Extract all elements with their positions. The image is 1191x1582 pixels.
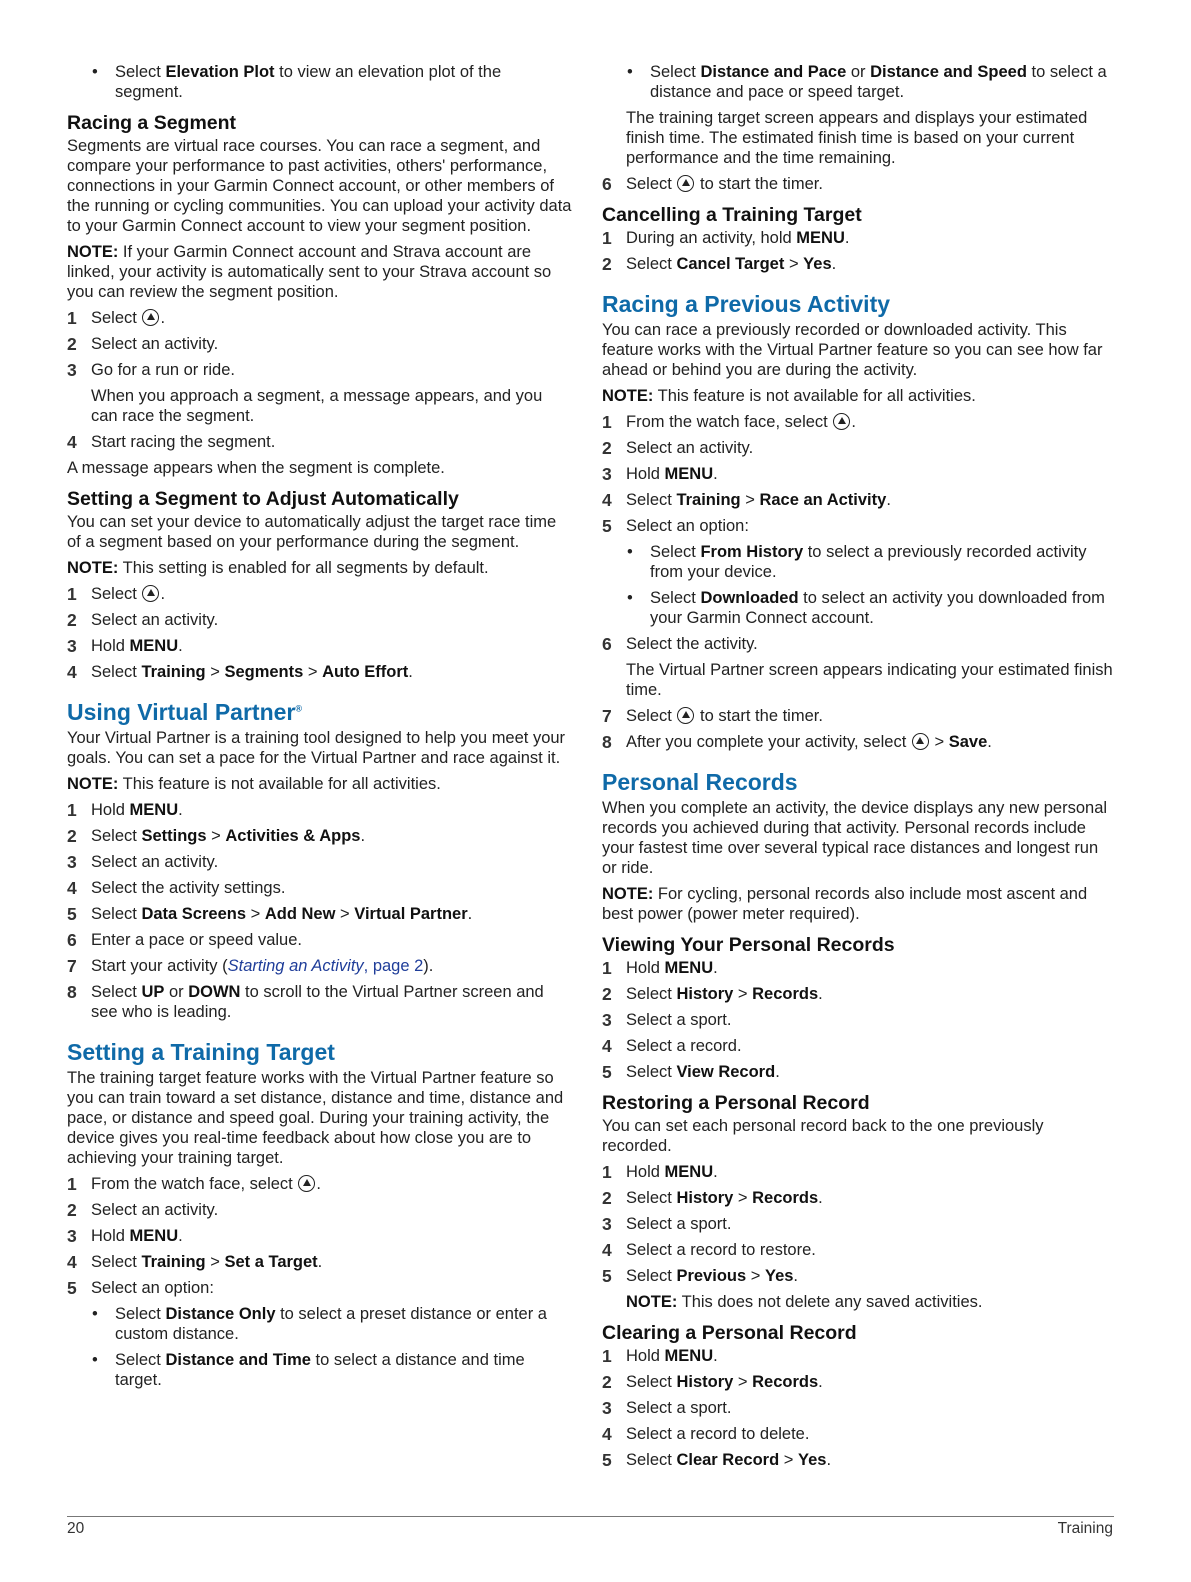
step-item: 4 Select Training > Segments > Auto Effort. bbox=[67, 662, 413, 682]
up-button-icon bbox=[142, 309, 159, 326]
step-item: 8 Select UP or DOWN to scroll to the Virtual Partner screen and see who is leading. bbox=[67, 982, 544, 1021]
up-button-icon bbox=[912, 733, 929, 750]
step-item: 1 Hold MENU. bbox=[602, 1346, 718, 1366]
heading-clearing-a-personal-record: Clearing a Personal Record bbox=[602, 1322, 857, 1344]
paragraph: A message appears when the segment is complete. bbox=[67, 459, 445, 477]
step-item: 2 Select Cancel Target > Yes. bbox=[602, 254, 837, 274]
starting-an-activity-link[interactable]: Starting an Activity, page 2 bbox=[227, 957, 424, 975]
step-item: 6 Enter a pace or speed value. bbox=[67, 930, 302, 950]
step-item: 3 Hold MENU. bbox=[67, 1226, 183, 1246]
step-item: 3 Select a sport. bbox=[602, 1214, 732, 1234]
heading-setting-a-training-target: Setting a Training Target bbox=[67, 1039, 335, 1065]
heading-racing-a-previous-activity: Racing a Previous Activity bbox=[602, 291, 891, 317]
heading-segment-auto-adjust: Setting a Segment to Adjust Automatically bbox=[67, 488, 459, 510]
step-item: 1 Select . bbox=[67, 584, 166, 604]
paragraph: You can race a previously recorded or downloaded activity. This feature works with the Virtual Partner feature so you can see how far ahead or behind you are during the activity. bbox=[602, 321, 1103, 379]
step-item: 5 Select Previous > Yes. bbox=[602, 1266, 799, 1286]
step-item: 4 Select the activity settings. bbox=[67, 878, 286, 898]
step-item: 2 Select History > Records. bbox=[602, 1188, 823, 1208]
step-item: 7 Select to start the timer. bbox=[602, 706, 823, 726]
heading-cancelling-a-training-target: Cancelling a Training Target bbox=[602, 204, 862, 226]
paragraph: Your Virtual Partner is a training tool designed to help you meet your goals. You can set a pace for the Virtual Partner and race against it. bbox=[67, 729, 566, 767]
step-detail: When you approach a segment, a message appears, and you can race the segment. bbox=[91, 387, 543, 425]
note: NOTE: This setting is enabled for all segments by default. bbox=[67, 559, 489, 577]
list-item: • Select Distance Only to select a preset distance or enter a custom distance. bbox=[92, 1305, 547, 1343]
step-detail: The Virtual Partner screen appears indicating your estimated finish time. bbox=[626, 661, 1113, 699]
step-item: 1 From the watch face, select . bbox=[67, 1174, 321, 1194]
step-item: 6 Select the activity. bbox=[602, 634, 758, 654]
note: NOTE: For cycling, personal records also include most ascent and best power (power meter required). bbox=[602, 885, 1088, 923]
section-name: Training bbox=[1057, 1520, 1113, 1537]
list-item: • Select Downloaded to select an activity you downloaded from your Garmin Connect account. bbox=[627, 589, 1105, 627]
note: NOTE: This feature is not available for all activities. bbox=[67, 775, 441, 793]
step-item: 2 Select an activity. bbox=[67, 1200, 219, 1220]
step-item: 8 After you complete your activity, select > Save. bbox=[602, 732, 992, 752]
paragraph: You can set each personal record back to the one previously recorded. bbox=[602, 1117, 1044, 1155]
step-item: 5 Select an option: bbox=[602, 516, 749, 536]
footer-divider bbox=[67, 1516, 1114, 1517]
step-item: 4 Select Training > Race an Activity. bbox=[602, 490, 891, 510]
up-button-icon bbox=[833, 413, 850, 430]
note: NOTE: If your Garmin Connect account and Strava account are linked, your activity is automatically sent to your Strava account so you can review the segment position. bbox=[67, 243, 552, 301]
step-item: 3 Go for a run or ride. bbox=[67, 360, 235, 380]
page-number: 20 bbox=[67, 1520, 85, 1537]
step-item: 5 Select an option: bbox=[67, 1278, 214, 1298]
step-item: 4 Select a record to restore. bbox=[602, 1240, 816, 1260]
step-item: 5 Select View Record. bbox=[602, 1062, 780, 1082]
step-item: 2 Select History > Records. bbox=[602, 984, 823, 1004]
step-item: 4 Select Training > Set a Target. bbox=[67, 1252, 323, 1272]
list-item: • Select From History to select a previously recorded activity from your device. bbox=[627, 543, 1087, 581]
step-item: 2 Select an activity. bbox=[602, 438, 754, 458]
step-item: 2 Select an activity. bbox=[67, 334, 219, 354]
step-item: 1 Hold MENU. bbox=[67, 800, 183, 820]
step-item: 2 Select History > Records. bbox=[602, 1372, 823, 1392]
step-item: 2 Select an activity. bbox=[67, 610, 219, 630]
paragraph: You can set your device to automatically adjust the target race time of a segment based on your performance during the segment. bbox=[67, 513, 557, 551]
step-item: 2 Select Settings > Activities & Apps. bbox=[67, 826, 366, 846]
step-item: 3 Select a sport. bbox=[602, 1010, 732, 1030]
heading-viewing-personal-records: Viewing Your Personal Records bbox=[602, 934, 895, 956]
step-item: 5 Select Clear Record > Yes. bbox=[602, 1450, 832, 1470]
step-detail: The training target screen appears and displays your estimated finish time. The estimated finish time is based on your current performance and the time remaining. bbox=[626, 109, 1088, 167]
up-button-icon bbox=[677, 175, 694, 192]
heading-racing-a-segment: Racing a Segment bbox=[67, 112, 237, 134]
step-item: 3 Select an activity. bbox=[67, 852, 219, 872]
step-item: 7 Start your activity (Starting an Activity, page 2). bbox=[67, 956, 434, 976]
step-item: 1 Hold MENU. bbox=[602, 958, 718, 978]
left-column bbox=[67, 62, 572, 1396]
step-item: 3 Hold MENU. bbox=[602, 464, 718, 484]
step-item: 5 Select Data Screens > Add New > Virtual Partner. bbox=[67, 904, 473, 924]
step-item: 4 Select a record. bbox=[602, 1036, 742, 1056]
heading-restoring-a-personal-record: Restoring a Personal Record bbox=[602, 1092, 870, 1114]
heading-using-virtual-partner: Using Virtual Partner® bbox=[67, 699, 303, 725]
step-item: 4 Select a record to delete. bbox=[602, 1424, 810, 1444]
up-button-icon bbox=[142, 585, 159, 602]
step-item: 1 Hold MENU. bbox=[602, 1162, 718, 1182]
step-item: 3 Hold MENU. bbox=[67, 636, 183, 656]
step-item: 1 From the watch face, select . bbox=[602, 412, 856, 432]
step-item: 1 Select . bbox=[67, 308, 166, 328]
up-button-icon bbox=[677, 707, 694, 724]
paragraph: When you complete an activity, the device displays any new personal records you achieved during that activity. Personal records include your fastest time over several typical race distances and longest run or ride. bbox=[602, 799, 1108, 877]
paragraph: Segments are virtual race courses. You can race a segment, and compare your performance to past activities, others' performance, connections in your Garmin Connect account, or other members of the running or cycling communities. You can upload your activity data to your Garmin Connect account to view your segment position. bbox=[67, 137, 572, 235]
step-item: 1 During an activity, hold MENU. bbox=[602, 228, 850, 248]
list-item: • Select Elevation Plot to view an elevation plot of the segment. bbox=[92, 63, 502, 101]
note: NOTE: This does not delete any saved activities. bbox=[626, 1293, 983, 1311]
step-item: 3 Select a sport. bbox=[602, 1398, 732, 1418]
heading-personal-records: Personal Records bbox=[602, 769, 798, 795]
paragraph: The training target feature works with the Virtual Partner feature so you can train toward a set distance, distance and time, distance and pace, or distance and speed goal. During your training activity, the device gives you real-time feedback about how close you are to achieving your training target. bbox=[67, 1069, 564, 1167]
list-item: • Select Distance and Pace or Distance and Speed to select a distance and pace or speed target. bbox=[627, 63, 1107, 101]
note: NOTE: This feature is not available for all activities. bbox=[602, 387, 976, 405]
right-column bbox=[602, 62, 1114, 1476]
step-item: 6 Select to start the timer. bbox=[602, 174, 823, 194]
up-button-icon bbox=[298, 1175, 315, 1192]
list-item: • Select Distance and Time to select a distance and time target. bbox=[92, 1351, 525, 1389]
step-item: 4 Start racing the segment. bbox=[67, 432, 276, 452]
